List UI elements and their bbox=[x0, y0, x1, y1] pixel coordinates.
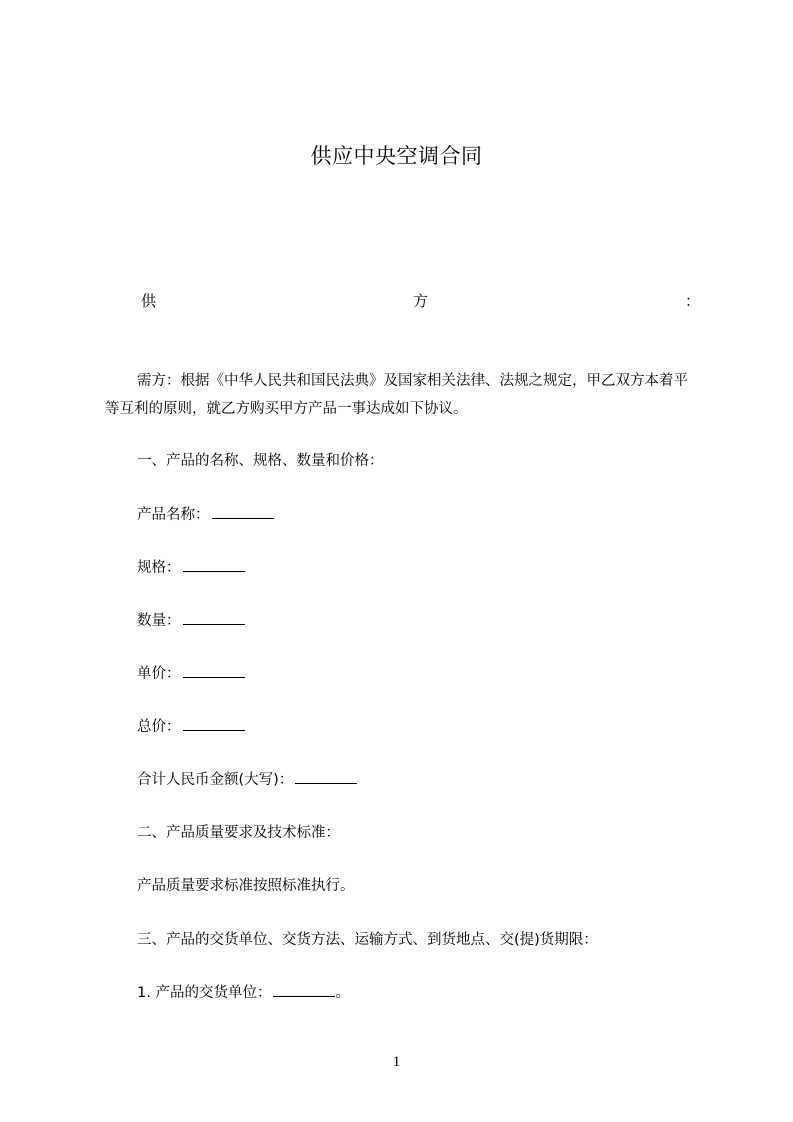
field-total-price-label: 总价： bbox=[137, 719, 181, 735]
field-quantity bbox=[137, 609, 245, 633]
section-2-text: 产品质量要求标准按照标准执行。 bbox=[137, 878, 355, 894]
supplier-char-2: 方 bbox=[413, 292, 429, 310]
intro-paragraph bbox=[105, 367, 697, 423]
supplier-line bbox=[137, 289, 701, 313]
field-total-price bbox=[137, 715, 245, 739]
field-total-rmb bbox=[137, 768, 357, 792]
field-spec bbox=[137, 556, 245, 580]
field-spec-label: 规格： bbox=[137, 560, 181, 576]
blank-line bbox=[183, 663, 245, 678]
page-number: 1 bbox=[392, 1054, 401, 1070]
field-total-rmb-label: 合计人民币金额(大写)： bbox=[137, 772, 294, 788]
item-1 bbox=[137, 981, 350, 1005]
field-product-name bbox=[137, 503, 274, 527]
item-1-label: 1. 产品的交货单位： bbox=[137, 985, 272, 1001]
document-title: 供应中央空调合同 bbox=[310, 144, 483, 168]
section-1-heading: 一、产品的名称、规格、数量和价格： bbox=[137, 453, 384, 469]
section-2-heading: 二、产品质量要求及技术标准： bbox=[137, 825, 340, 841]
field-quantity-label: 数量： bbox=[137, 613, 181, 629]
supplier-char-1: 供 bbox=[141, 292, 157, 310]
blank-line bbox=[295, 769, 357, 784]
blank-line bbox=[183, 610, 245, 625]
blank-line bbox=[183, 557, 245, 572]
blank-line bbox=[273, 982, 335, 997]
supplier-colon: ： bbox=[685, 292, 701, 310]
item-1-suffix: 。 bbox=[335, 985, 350, 1001]
intro-text: 需方：根据《中华人民共和国民法典》及国家相关法律、法规之规定，甲乙双方本着平等互利的原则，就乙方购买甲方产品一事达成如下协议。 bbox=[105, 373, 688, 417]
field-unit-price bbox=[137, 662, 245, 686]
field-product-name-label: 产品名称： bbox=[137, 507, 210, 523]
section-3-heading: 三、产品的交货单位、交货方法、运输方式、到货地点、交(提)货期限： bbox=[137, 932, 598, 948]
blank-line bbox=[183, 716, 245, 731]
blank-line bbox=[212, 504, 274, 519]
field-unit-price-label: 单价： bbox=[137, 666, 181, 682]
